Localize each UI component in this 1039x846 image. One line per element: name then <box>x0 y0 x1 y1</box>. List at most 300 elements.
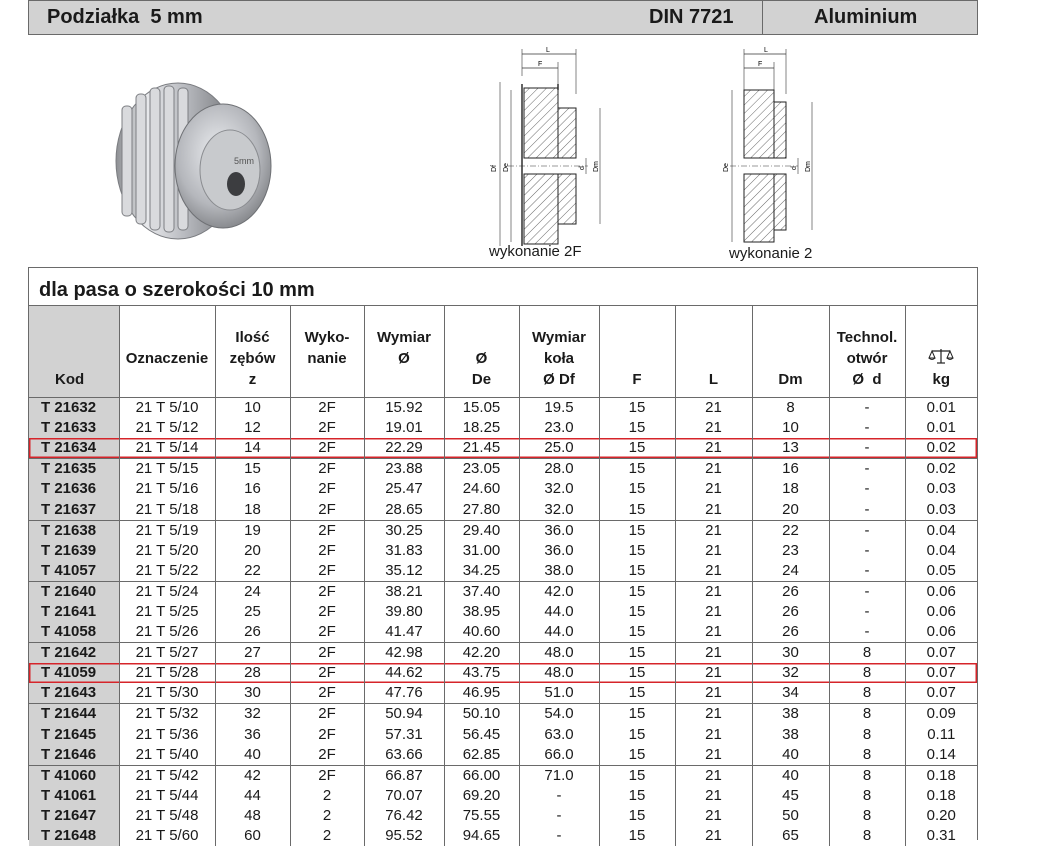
cell-kod: T 41057 <box>29 561 119 582</box>
cell-df: - <box>519 826 599 846</box>
cell-oznaczenie: 21 T 5/27 <box>119 643 215 664</box>
cell-de: 46.95 <box>444 683 519 704</box>
cell-otwor: - <box>829 499 905 520</box>
cell-zebow: 19 <box>215 520 290 541</box>
cell-kg: 0.18 <box>905 786 977 806</box>
cell-de: 50.10 <box>444 704 519 725</box>
cell-kod: T 21640 <box>29 581 119 602</box>
dim-l-label-2: L <box>764 47 768 54</box>
dim-df-label: Df <box>491 165 498 172</box>
cell-kg: 0.14 <box>905 745 977 766</box>
cell-de: 66.00 <box>444 765 519 786</box>
cell-otwor: 8 <box>829 765 905 786</box>
cell-zebow: 10 <box>215 398 290 419</box>
table-row <box>29 541 977 561</box>
cell-oznaczenie: 21 T 5/48 <box>119 806 215 826</box>
cell-df: 32.0 <box>519 479 599 499</box>
table-row <box>29 581 977 602</box>
cell-oznaczenie: 21 T 5/18 <box>119 499 215 520</box>
cell-de: 43.75 <box>444 663 519 683</box>
cell-oznaczenie: 21 T 5/19 <box>119 520 215 541</box>
cell-df: 42.0 <box>519 581 599 602</box>
cell-zebow: 60 <box>215 826 290 846</box>
cell-kg: 0.03 <box>905 479 977 499</box>
cell-l: 21 <box>675 459 752 480</box>
cell-otwor: 8 <box>829 806 905 826</box>
table-row <box>29 398 977 419</box>
cell-l: 21 <box>675 622 752 643</box>
cell-df: 32.0 <box>519 499 599 520</box>
cell-otwor: - <box>829 541 905 561</box>
dim-f-label-2: F <box>758 61 762 68</box>
cell-oznaczenie: 21 T 5/44 <box>119 786 215 806</box>
cell-wymiar: 38.21 <box>364 581 444 602</box>
table-row-highlighted <box>29 438 977 459</box>
standard-label: DIN 7721 <box>649 1 734 34</box>
cell-wymiar: 28.65 <box>364 499 444 520</box>
dim-de-label-2: De <box>723 163 730 172</box>
cell-f: 15 <box>599 602 675 622</box>
cell-otwor: - <box>829 561 905 582</box>
cell-f: 15 <box>599 745 675 766</box>
cell-kg: 0.07 <box>905 663 977 683</box>
cell-oznaczenie: 21 T 5/60 <box>119 826 215 846</box>
cell-l: 21 <box>675 806 752 826</box>
cell-kod: T 21637 <box>29 499 119 520</box>
cell-otwor: - <box>829 581 905 602</box>
cell-wykonanie: 2F <box>290 725 364 745</box>
cell-de: 24.60 <box>444 479 519 499</box>
cell-de: 69.20 <box>444 786 519 806</box>
dim-d-label: d <box>579 166 586 170</box>
cell-zebow: 32 <box>215 704 290 725</box>
cell-oznaczenie: 21 T 5/25 <box>119 602 215 622</box>
cell-zebow: 16 <box>215 479 290 499</box>
cell-de: 18.25 <box>444 418 519 438</box>
cell-de: 37.40 <box>444 581 519 602</box>
cell-oznaczenie: 21 T 5/10 <box>119 398 215 419</box>
cell-otwor: - <box>829 520 905 541</box>
cell-f: 15 <box>599 438 675 459</box>
cell-kod: T 41059 <box>29 663 119 683</box>
cell-df: 44.0 <box>519 602 599 622</box>
cell-l: 21 <box>675 765 752 786</box>
drawing-2f <box>478 46 648 246</box>
page-title: Podziałka 5 mm <box>47 1 203 34</box>
cell-kg: 0.31 <box>905 826 977 846</box>
cell-kg: 0.09 <box>905 704 977 725</box>
cell-wykonanie: 2F <box>290 398 364 419</box>
cell-oznaczenie: 21 T 5/28 <box>119 663 215 683</box>
dim-dm-label: Dm <box>593 161 600 172</box>
col-wymiar: Wymiar Ø <box>364 306 444 398</box>
cell-otwor: 8 <box>829 704 905 725</box>
cell-wymiar: 42.98 <box>364 643 444 664</box>
cell-oznaczenie: 21 T 5/14 <box>119 438 215 459</box>
table-row <box>29 561 977 582</box>
cell-l: 21 <box>675 398 752 419</box>
cell-wymiar: 31.83 <box>364 541 444 561</box>
cell-oznaczenie: 21 T 5/30 <box>119 683 215 704</box>
cell-wykonanie: 2 <box>290 826 364 846</box>
col-df: Wymiar koła Ø Df <box>519 306 599 398</box>
cell-f: 15 <box>599 541 675 561</box>
cell-de: 56.45 <box>444 725 519 745</box>
cell-df: 28.0 <box>519 459 599 480</box>
cell-zebow: 42 <box>215 765 290 786</box>
cell-otwor: 8 <box>829 826 905 846</box>
cell-zebow: 27 <box>215 643 290 664</box>
cell-dm: 65 <box>752 826 829 846</box>
cell-wymiar: 19.01 <box>364 418 444 438</box>
table-row <box>29 643 977 664</box>
col-zebow: Ilość zębów z <box>215 306 290 398</box>
cell-dm: 22 <box>752 520 829 541</box>
cell-kod: T 21643 <box>29 683 119 704</box>
cell-dm: 13 <box>752 438 829 459</box>
table-row <box>29 765 977 786</box>
cell-kod: T 21634 <box>29 438 119 459</box>
col-oznaczenie: Oznaczenie <box>119 306 215 398</box>
cell-df: 54.0 <box>519 704 599 725</box>
cell-zebow: 40 <box>215 745 290 766</box>
cell-wykonanie: 2F <box>290 683 364 704</box>
cell-wykonanie: 2F <box>290 479 364 499</box>
pulley-photo <box>108 66 278 246</box>
cell-df: 25.0 <box>519 438 599 459</box>
cell-wykonanie: 2F <box>290 643 364 664</box>
cell-de: 40.60 <box>444 622 519 643</box>
cell-dm: 40 <box>752 745 829 766</box>
cell-de: 38.95 <box>444 602 519 622</box>
material-label: Aluminium <box>814 1 917 34</box>
cell-otwor: - <box>829 622 905 643</box>
cell-df: 38.0 <box>519 561 599 582</box>
cell-l: 21 <box>675 438 752 459</box>
cell-oznaczenie: 21 T 5/42 <box>119 765 215 786</box>
cell-wymiar: 76.42 <box>364 806 444 826</box>
cell-wymiar: 70.07 <box>364 786 444 806</box>
cell-l: 21 <box>675 520 752 541</box>
dim-l-label: L <box>546 47 550 54</box>
table-row <box>29 459 977 480</box>
cell-dm: 50 <box>752 806 829 826</box>
header-bar <box>28 0 978 35</box>
cell-l: 21 <box>675 499 752 520</box>
cell-zebow: 18 <box>215 499 290 520</box>
table-row <box>29 602 977 622</box>
cell-kg: 0.04 <box>905 520 977 541</box>
cell-f: 15 <box>599 725 675 745</box>
table-row <box>29 704 977 725</box>
cell-df: 48.0 <box>519 663 599 683</box>
cell-f: 15 <box>599 479 675 499</box>
col-kod: Kod <box>29 306 119 398</box>
cell-l: 21 <box>675 683 752 704</box>
cell-f: 15 <box>599 683 675 704</box>
cell-dm: 38 <box>752 725 829 745</box>
cell-wykonanie: 2F <box>290 622 364 643</box>
cell-wymiar: 63.66 <box>364 745 444 766</box>
table-row <box>29 683 977 704</box>
dim-de-label: De <box>503 163 510 172</box>
cell-de: 29.40 <box>444 520 519 541</box>
cell-zebow: 20 <box>215 541 290 561</box>
cell-f: 15 <box>599 622 675 643</box>
col-otwor: Technol. otwór Ø d <box>829 306 905 398</box>
table-body <box>29 398 977 846</box>
cell-zebow: 26 <box>215 622 290 643</box>
table-row <box>29 622 977 643</box>
cell-oznaczenie: 21 T 5/20 <box>119 541 215 561</box>
cell-l: 21 <box>675 786 752 806</box>
cell-wymiar: 39.80 <box>364 602 444 622</box>
table-row <box>29 806 977 826</box>
cell-de: 75.55 <box>444 806 519 826</box>
cell-dm: 23 <box>752 541 829 561</box>
cell-df: 66.0 <box>519 745 599 766</box>
cell-dm: 20 <box>752 499 829 520</box>
table-row <box>29 826 977 846</box>
cell-kg: 0.03 <box>905 499 977 520</box>
cell-wymiar: 35.12 <box>364 561 444 582</box>
table-header-row <box>29 306 977 398</box>
cell-df: 44.0 <box>519 622 599 643</box>
cell-wykonanie: 2F <box>290 561 364 582</box>
cell-wymiar: 30.25 <box>364 520 444 541</box>
cell-wymiar: 15.92 <box>364 398 444 419</box>
cell-otwor: - <box>829 438 905 459</box>
cell-df: 71.0 <box>519 765 599 786</box>
cell-f: 15 <box>599 398 675 419</box>
table-row <box>29 745 977 766</box>
cell-otwor: - <box>829 602 905 622</box>
col-l: L <box>675 306 752 398</box>
cell-kg: 0.04 <box>905 541 977 561</box>
cell-oznaczenie: 21 T 5/36 <box>119 725 215 745</box>
cell-kg: 0.02 <box>905 459 977 480</box>
table-row <box>29 418 977 438</box>
cell-l: 21 <box>675 541 752 561</box>
cell-wykonanie: 2F <box>290 499 364 520</box>
dim-f-label: F <box>538 61 542 68</box>
cell-dm: 8 <box>752 398 829 419</box>
cell-de: 34.25 <box>444 561 519 582</box>
cell-wykonanie: 2F <box>290 704 364 725</box>
col-dm: Dm <box>752 306 829 398</box>
cell-wymiar: 23.88 <box>364 459 444 480</box>
cell-kg: 0.07 <box>905 683 977 704</box>
cell-de: 42.20 <box>444 643 519 664</box>
spec-table <box>29 306 977 846</box>
cell-de: 62.85 <box>444 745 519 766</box>
cell-l: 21 <box>675 745 752 766</box>
cell-zebow: 30 <box>215 683 290 704</box>
dim-d-label-2: d <box>791 166 798 170</box>
cell-df: - <box>519 806 599 826</box>
cell-oznaczenie: 21 T 5/15 <box>119 459 215 480</box>
cell-oznaczenie: 21 T 5/24 <box>119 581 215 602</box>
cell-de: 27.80 <box>444 499 519 520</box>
cell-l: 21 <box>675 479 752 499</box>
cell-otwor: 8 <box>829 643 905 664</box>
cell-kod: T 41060 <box>29 765 119 786</box>
table-row <box>29 479 977 499</box>
pulley-label: 5mm <box>234 156 254 166</box>
cell-dm: 40 <box>752 765 829 786</box>
cell-kod: T 21648 <box>29 826 119 846</box>
cell-dm: 10 <box>752 418 829 438</box>
cell-otwor: - <box>829 398 905 419</box>
cell-wykonanie: 2F <box>290 663 364 683</box>
table-row <box>29 520 977 541</box>
cell-wykonanie: 2F <box>290 520 364 541</box>
cell-kod: T 21647 <box>29 806 119 826</box>
cell-kod: T 21645 <box>29 725 119 745</box>
cell-dm: 30 <box>752 643 829 664</box>
col-de: Ø De <box>444 306 519 398</box>
cell-kg: 0.06 <box>905 581 977 602</box>
cell-otwor: - <box>829 459 905 480</box>
spec-table-section <box>28 267 978 840</box>
cell-l: 21 <box>675 643 752 664</box>
cell-kod: T 21646 <box>29 745 119 766</box>
cell-de: 21.45 <box>444 438 519 459</box>
cell-wykonanie: 2F <box>290 438 364 459</box>
cell-df: 48.0 <box>519 643 599 664</box>
cell-wymiar: 25.47 <box>364 479 444 499</box>
cell-f: 15 <box>599 704 675 725</box>
cell-dm: 45 <box>752 786 829 806</box>
table-row-highlighted <box>29 663 977 683</box>
cell-dm: 16 <box>752 459 829 480</box>
cell-f: 15 <box>599 499 675 520</box>
dim-dm-label-2: Dm <box>805 161 812 172</box>
cell-kod: T 21642 <box>29 643 119 664</box>
table-row <box>29 725 977 745</box>
cell-zebow: 15 <box>215 459 290 480</box>
cell-l: 21 <box>675 663 752 683</box>
cell-df: 36.0 <box>519 520 599 541</box>
cell-zebow: 25 <box>215 602 290 622</box>
cell-wykonanie: 2F <box>290 581 364 602</box>
cell-kg: 0.07 <box>905 643 977 664</box>
cell-kg: 0.20 <box>905 806 977 826</box>
cell-f: 15 <box>599 520 675 541</box>
cell-f: 15 <box>599 643 675 664</box>
cell-wykonanie: 2 <box>290 806 364 826</box>
cell-kod: T 21641 <box>29 602 119 622</box>
cell-l: 21 <box>675 704 752 725</box>
cell-kod: T 21639 <box>29 541 119 561</box>
cell-kg: 0.01 <box>905 418 977 438</box>
cell-de: 94.65 <box>444 826 519 846</box>
cell-kg: 0.18 <box>905 765 977 786</box>
cell-dm: 32 <box>752 663 829 683</box>
cell-f: 15 <box>599 581 675 602</box>
cell-l: 21 <box>675 561 752 582</box>
cell-zebow: 14 <box>215 438 290 459</box>
table-row <box>29 499 977 520</box>
cell-wykonanie: 2 <box>290 786 364 806</box>
cell-kg: 0.06 <box>905 602 977 622</box>
cell-wykonanie: 2F <box>290 765 364 786</box>
cell-oznaczenie: 21 T 5/12 <box>119 418 215 438</box>
cell-otwor: 8 <box>829 725 905 745</box>
cell-oznaczenie: 21 T 5/16 <box>119 479 215 499</box>
cell-de: 15.05 <box>444 398 519 419</box>
cell-otwor: 8 <box>829 786 905 806</box>
cell-zebow: 24 <box>215 581 290 602</box>
cell-wymiar: 57.31 <box>364 725 444 745</box>
cell-wymiar: 44.62 <box>364 663 444 683</box>
cell-wymiar: 95.52 <box>364 826 444 846</box>
cell-l: 21 <box>675 418 752 438</box>
drawing-2 <box>718 46 838 246</box>
cell-f: 15 <box>599 826 675 846</box>
cell-wykonanie: 2F <box>290 541 364 561</box>
cell-dm: 34 <box>752 683 829 704</box>
col-wykonanie: Wyko- nanie <box>290 306 364 398</box>
cell-oznaczenie: 21 T 5/40 <box>119 745 215 766</box>
cell-oznaczenie: 21 T 5/26 <box>119 622 215 643</box>
cell-zebow: 28 <box>215 663 290 683</box>
figures-area <box>28 36 978 268</box>
cell-otwor: 8 <box>829 683 905 704</box>
cell-wykonanie: 2F <box>290 459 364 480</box>
cell-wymiar: 50.94 <box>364 704 444 725</box>
cell-wymiar: 22.29 <box>364 438 444 459</box>
cell-kod: T 21638 <box>29 520 119 541</box>
cell-kod: T 21644 <box>29 704 119 725</box>
cell-f: 15 <box>599 786 675 806</box>
cell-otwor: - <box>829 479 905 499</box>
cell-f: 15 <box>599 765 675 786</box>
cell-kod: T 21635 <box>29 459 119 480</box>
cell-zebow: 36 <box>215 725 290 745</box>
cell-zebow: 48 <box>215 806 290 826</box>
cell-kod: T 21636 <box>29 479 119 499</box>
cell-otwor: 8 <box>829 745 905 766</box>
col-f: F <box>599 306 675 398</box>
cell-dm: 26 <box>752 581 829 602</box>
cell-df: 19.5 <box>519 398 599 419</box>
cell-otwor: 8 <box>829 663 905 683</box>
cell-kod: T 21633 <box>29 418 119 438</box>
cell-wykonanie: 2F <box>290 602 364 622</box>
cell-otwor: - <box>829 418 905 438</box>
cell-wykonanie: 2F <box>290 745 364 766</box>
cell-l: 21 <box>675 725 752 745</box>
cell-wymiar: 66.87 <box>364 765 444 786</box>
cell-kg: 0.05 <box>905 561 977 582</box>
cell-df: 36.0 <box>519 541 599 561</box>
caption-2: wykonanie 2 <box>729 245 812 262</box>
cell-wymiar: 47.76 <box>364 683 444 704</box>
cell-df: 51.0 <box>519 683 599 704</box>
cell-dm: 38 <box>752 704 829 725</box>
table-row <box>29 786 977 806</box>
cell-zebow: 22 <box>215 561 290 582</box>
cell-wymiar: 41.47 <box>364 622 444 643</box>
cell-dm: 24 <box>752 561 829 582</box>
cell-f: 15 <box>599 418 675 438</box>
cell-f: 15 <box>599 561 675 582</box>
col-kg: kg <box>905 306 977 398</box>
scale-icon <box>928 347 954 365</box>
cell-wykonanie: 2F <box>290 418 364 438</box>
cell-dm: 26 <box>752 602 829 622</box>
